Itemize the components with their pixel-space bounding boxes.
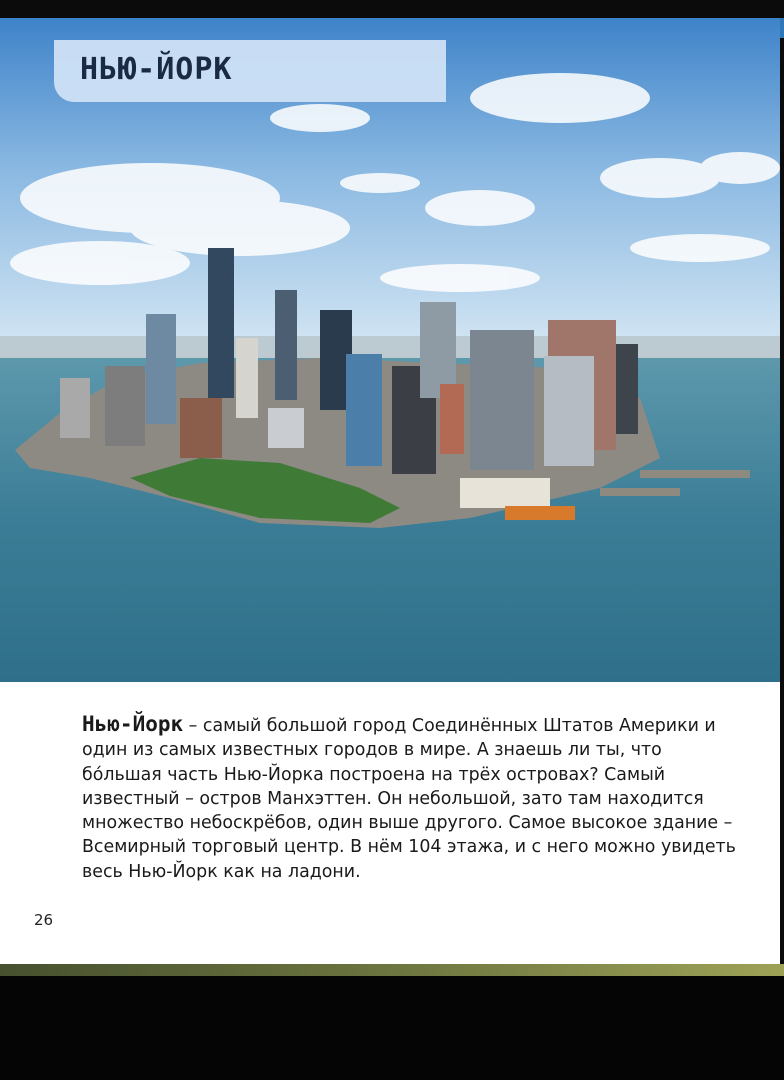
page-number: 26 xyxy=(34,911,54,929)
scan-background xyxy=(0,976,784,1080)
manhattan-photo xyxy=(0,18,780,682)
article-text xyxy=(82,712,742,884)
book-edge xyxy=(0,964,784,976)
lead-word: Нью-Йорк xyxy=(82,712,184,736)
page-title: НЬЮ-ЙОРК xyxy=(80,52,233,87)
article-body: – самый большой город Соединённых Штатов Америки и один из самых известных городов в мире. А знаешь ли ты, что бóльшая часть Нью-Йорка построена на трёх островах? Самый известный – остров Манхэттен. Он небольшой, зато там находится множество небоскрёбов, один выше другого. Самое высокое здание – Всемирный торговый центр. В нём 104 этажа, и с него можно увидеть весь Нью-Йорк как на ладони. xyxy=(82,716,736,882)
